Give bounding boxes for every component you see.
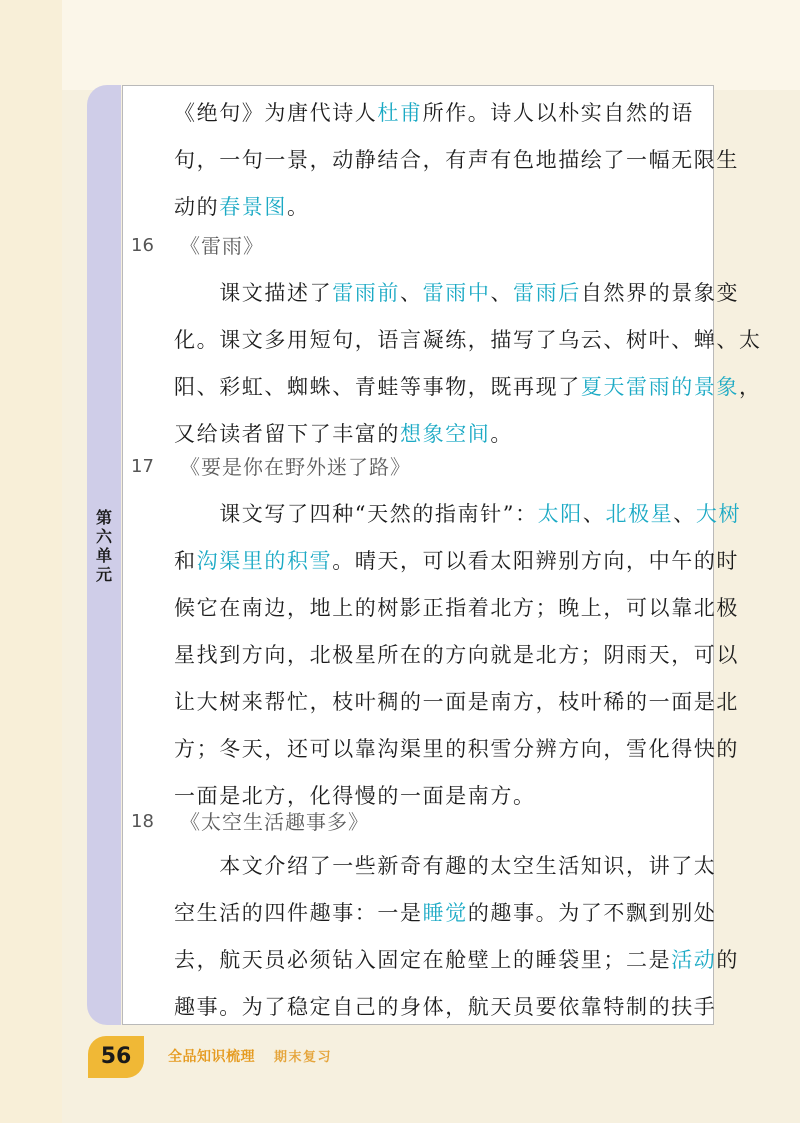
text-line xyxy=(174,995,716,1019)
text-segment: 让大树来帮忙，枝叶稠的一面是南方，枝叶稀的一面是北 xyxy=(174,690,739,714)
section-number: 17 xyxy=(131,456,154,477)
text-line xyxy=(174,375,762,399)
section-title: 《雷雨》 xyxy=(180,234,264,258)
text-segment: 趣事。为了稳定自己的身体，航天员要依靠特制的扶手 xyxy=(174,995,717,1019)
highlighted-term: 春景图 xyxy=(219,195,288,219)
text-segment: 句，一句一景，动静结合，有声有色地描绘了一幅无限生 xyxy=(174,148,739,172)
highlighted-term: 雷雨后 xyxy=(513,281,581,305)
text-segment: 、 xyxy=(582,502,606,526)
book-section: 期末复习 xyxy=(274,1050,333,1065)
section-paragraph xyxy=(174,491,742,820)
text-segment: 动的 xyxy=(174,195,220,219)
intro-paragraph xyxy=(174,90,739,231)
highlighted-term: 北极星 xyxy=(605,502,674,526)
text-line xyxy=(174,643,739,667)
text-segment: 、 xyxy=(400,281,423,305)
unit-label xyxy=(87,508,121,584)
text-line xyxy=(174,281,739,305)
highlighted-term: 夏天雷雨的景象 xyxy=(580,375,740,399)
unit-label-char: 第 xyxy=(95,508,112,527)
text-segment: 自然界的景象变 xyxy=(580,281,740,305)
text-segment: 方；冬天，还可以靠沟渠里的积雪分辨方向，雪化得快的 xyxy=(174,737,739,761)
text-line xyxy=(174,948,739,972)
text-line xyxy=(174,854,716,878)
text-segment: 。 xyxy=(287,195,310,219)
text-segment: 、 xyxy=(490,281,514,305)
section-paragraph xyxy=(174,270,762,458)
text-segment: ， xyxy=(739,375,762,399)
page-background-top xyxy=(0,0,800,90)
page-number: 56 xyxy=(88,1036,144,1078)
section-paragraph xyxy=(174,843,740,1031)
text-segment: 《绝句》为唐代诗人 xyxy=(174,101,378,125)
text-segment: 的 xyxy=(716,948,740,972)
unit-label-char: 单 xyxy=(95,546,112,565)
highlighted-term: 想象空间 xyxy=(400,422,491,446)
text-segment: 又给读者留下了丰富的 xyxy=(174,422,400,446)
text-segment: 课文写了四种“天然的指南针”： xyxy=(174,502,538,526)
section-title: 《太空生活趣事多》 xyxy=(180,810,369,834)
text-line xyxy=(174,195,310,219)
text-segment: 空生活的四件趣事：一是 xyxy=(174,901,423,925)
text-line xyxy=(174,737,739,761)
unit-label-char: 元 xyxy=(95,565,112,584)
text-segment: 星找到方向，北极星所在的方向就是北方；阴雨天，可以 xyxy=(174,643,739,667)
text-segment: 候它在南边，地上的树影正指着北方；晚上，可以靠北极 xyxy=(174,596,739,620)
text-line xyxy=(174,328,762,352)
text-line xyxy=(174,422,513,446)
text-line xyxy=(174,549,739,573)
text-segment: 。晴天，可以看太阳辨别方向，中午的时 xyxy=(332,549,740,573)
text-line xyxy=(174,148,739,172)
text-segment: 课文描述了 xyxy=(174,281,333,305)
text-line xyxy=(174,596,739,620)
highlighted-term: 活动 xyxy=(671,948,717,972)
section-title: 《要是你在野外迷了路》 xyxy=(180,455,411,479)
section-number: 18 xyxy=(131,811,154,832)
book-brand: 全品知识梳理 xyxy=(168,1049,255,1065)
highlighted-term: 睡觉 xyxy=(422,901,468,925)
text-segment: 一面是北方，化得慢的一面是南方。 xyxy=(174,784,536,808)
text-segment: 阳、彩虹、蜘蛛、青蛙等事物，既再现了 xyxy=(174,375,581,399)
highlighted-term: 沟渠里的积雪 xyxy=(196,549,333,573)
text-line xyxy=(174,690,739,714)
text-segment: 本文介绍了一些新奇有趣的太空生活知识，讲了太 xyxy=(174,854,717,878)
text-segment: 去，航天员必须钻入固定在舱壁上的睡袋里；二是 xyxy=(174,948,672,972)
text-line xyxy=(174,502,741,526)
text-line xyxy=(174,784,536,808)
text-segment: 。 xyxy=(490,422,514,446)
highlighted-term: 杜甫 xyxy=(377,101,423,125)
highlighted-term: 雷雨前 xyxy=(332,281,401,305)
page-background-left xyxy=(0,0,62,1123)
text-segment: 的趣事。为了不飘到别处 xyxy=(467,901,717,925)
section-number: 16 xyxy=(131,235,154,256)
text-line xyxy=(174,101,694,125)
highlighted-term: 太阳 xyxy=(537,502,583,526)
text-segment: 所作。诗人以朴实自然的语 xyxy=(422,101,694,125)
text-segment: 、 xyxy=(673,502,696,526)
highlighted-term: 雷雨中 xyxy=(422,281,491,305)
unit-label-char: 六 xyxy=(95,527,112,546)
text-segment: 和 xyxy=(174,549,197,573)
highlighted-term: 大树 xyxy=(695,502,742,526)
text-segment: 化。课文多用短句，语言凝练，描写了乌云、树叶、蝉、太 xyxy=(174,328,762,352)
text-line xyxy=(174,901,716,925)
